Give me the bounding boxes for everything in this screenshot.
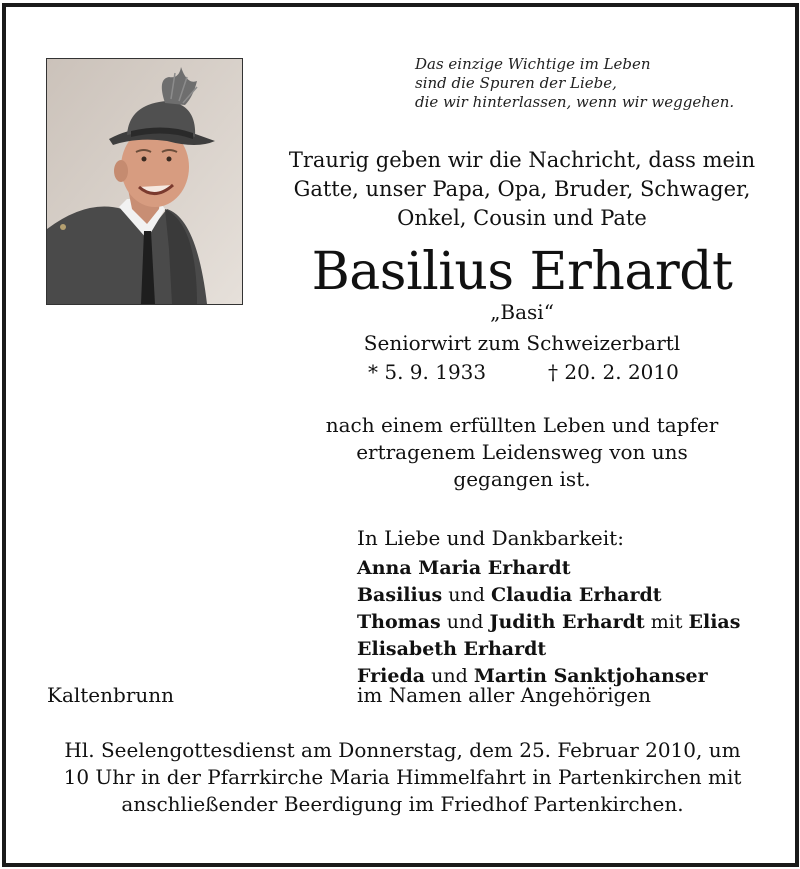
- mourner-name: Martin Sanktjohanser: [473, 665, 708, 687]
- mourner-row: [357, 609, 740, 636]
- motto-line: Das einzige Wichtige im Leben: [415, 55, 651, 73]
- announcement-line: Traurig geben wir die Nachricht, dass mein: [288, 148, 756, 172]
- announcement-line: Onkel, Cousin und Pate: [397, 206, 647, 230]
- service-line: anschließender Beerdigung im Friedhof Partenkirchen.: [121, 792, 684, 816]
- service-line: 10 Uhr in der Pfarrkirche Maria Himmelfahrt in Partenkirchen mit: [63, 765, 742, 789]
- mourner-name: Basilius: [357, 584, 443, 606]
- conjunction: mit: [650, 611, 683, 633]
- mourner-row: [357, 582, 740, 609]
- conjunction: und: [448, 584, 485, 606]
- mourner-name: Anna Maria Erhardt: [357, 557, 571, 579]
- deceased-nickname: „Basi“: [490, 300, 554, 324]
- deceased-title: Seniorwirt zum Schweizerbartl: [363, 331, 681, 355]
- mourners-list: [357, 555, 740, 690]
- service-line: Hl. Seelengottesdienst am Donnerstag, dem 25. Februar 2010, um: [64, 738, 741, 762]
- passing-line: ertragenem Leidensweg von uns: [356, 440, 688, 464]
- place-name: Kaltenbrunn: [47, 683, 175, 707]
- behalf-text: im Namen aller Angehörigen: [357, 683, 652, 707]
- portrait-photo: [46, 58, 243, 305]
- mourner-name: Judith Erhardt: [489, 611, 645, 633]
- conjunction: und: [446, 611, 484, 633]
- mourner-name: Claudia Erhardt: [490, 584, 662, 606]
- mourner-name: Thomas: [357, 611, 441, 633]
- announcement-line: Gatte, unser Papa, Opa, Bruder, Schwager,: [293, 177, 751, 201]
- deceased-name: Basilius Erhardt: [311, 242, 733, 302]
- mourner-row: [357, 636, 740, 663]
- mourner-name: Elias: [688, 611, 741, 633]
- mourners-heading: In Liebe und Dankbarkeit:: [357, 526, 624, 550]
- motto-line: sind die Spuren der Liebe,: [415, 74, 617, 92]
- conjunction: und: [431, 665, 468, 687]
- motto-line: die wir hinterlassen, wenn wir weggehen.: [415, 93, 735, 111]
- passing-line: nach einem erfüllten Leben und tapfer: [325, 413, 719, 437]
- mourner-name: Elisabeth Erhardt: [357, 638, 547, 660]
- mourner-row: [357, 555, 740, 582]
- mourner-name: Frieda: [357, 665, 426, 687]
- birth-date: * 5. 9. 1933: [368, 360, 487, 384]
- passing-text: [262, 412, 782, 493]
- announcement-text: [262, 146, 782, 233]
- passing-line: gegangen ist.: [453, 467, 591, 491]
- service-info: [40, 737, 765, 818]
- death-date: † 20. 2. 2010: [548, 360, 679, 384]
- motto-quote: [415, 55, 785, 112]
